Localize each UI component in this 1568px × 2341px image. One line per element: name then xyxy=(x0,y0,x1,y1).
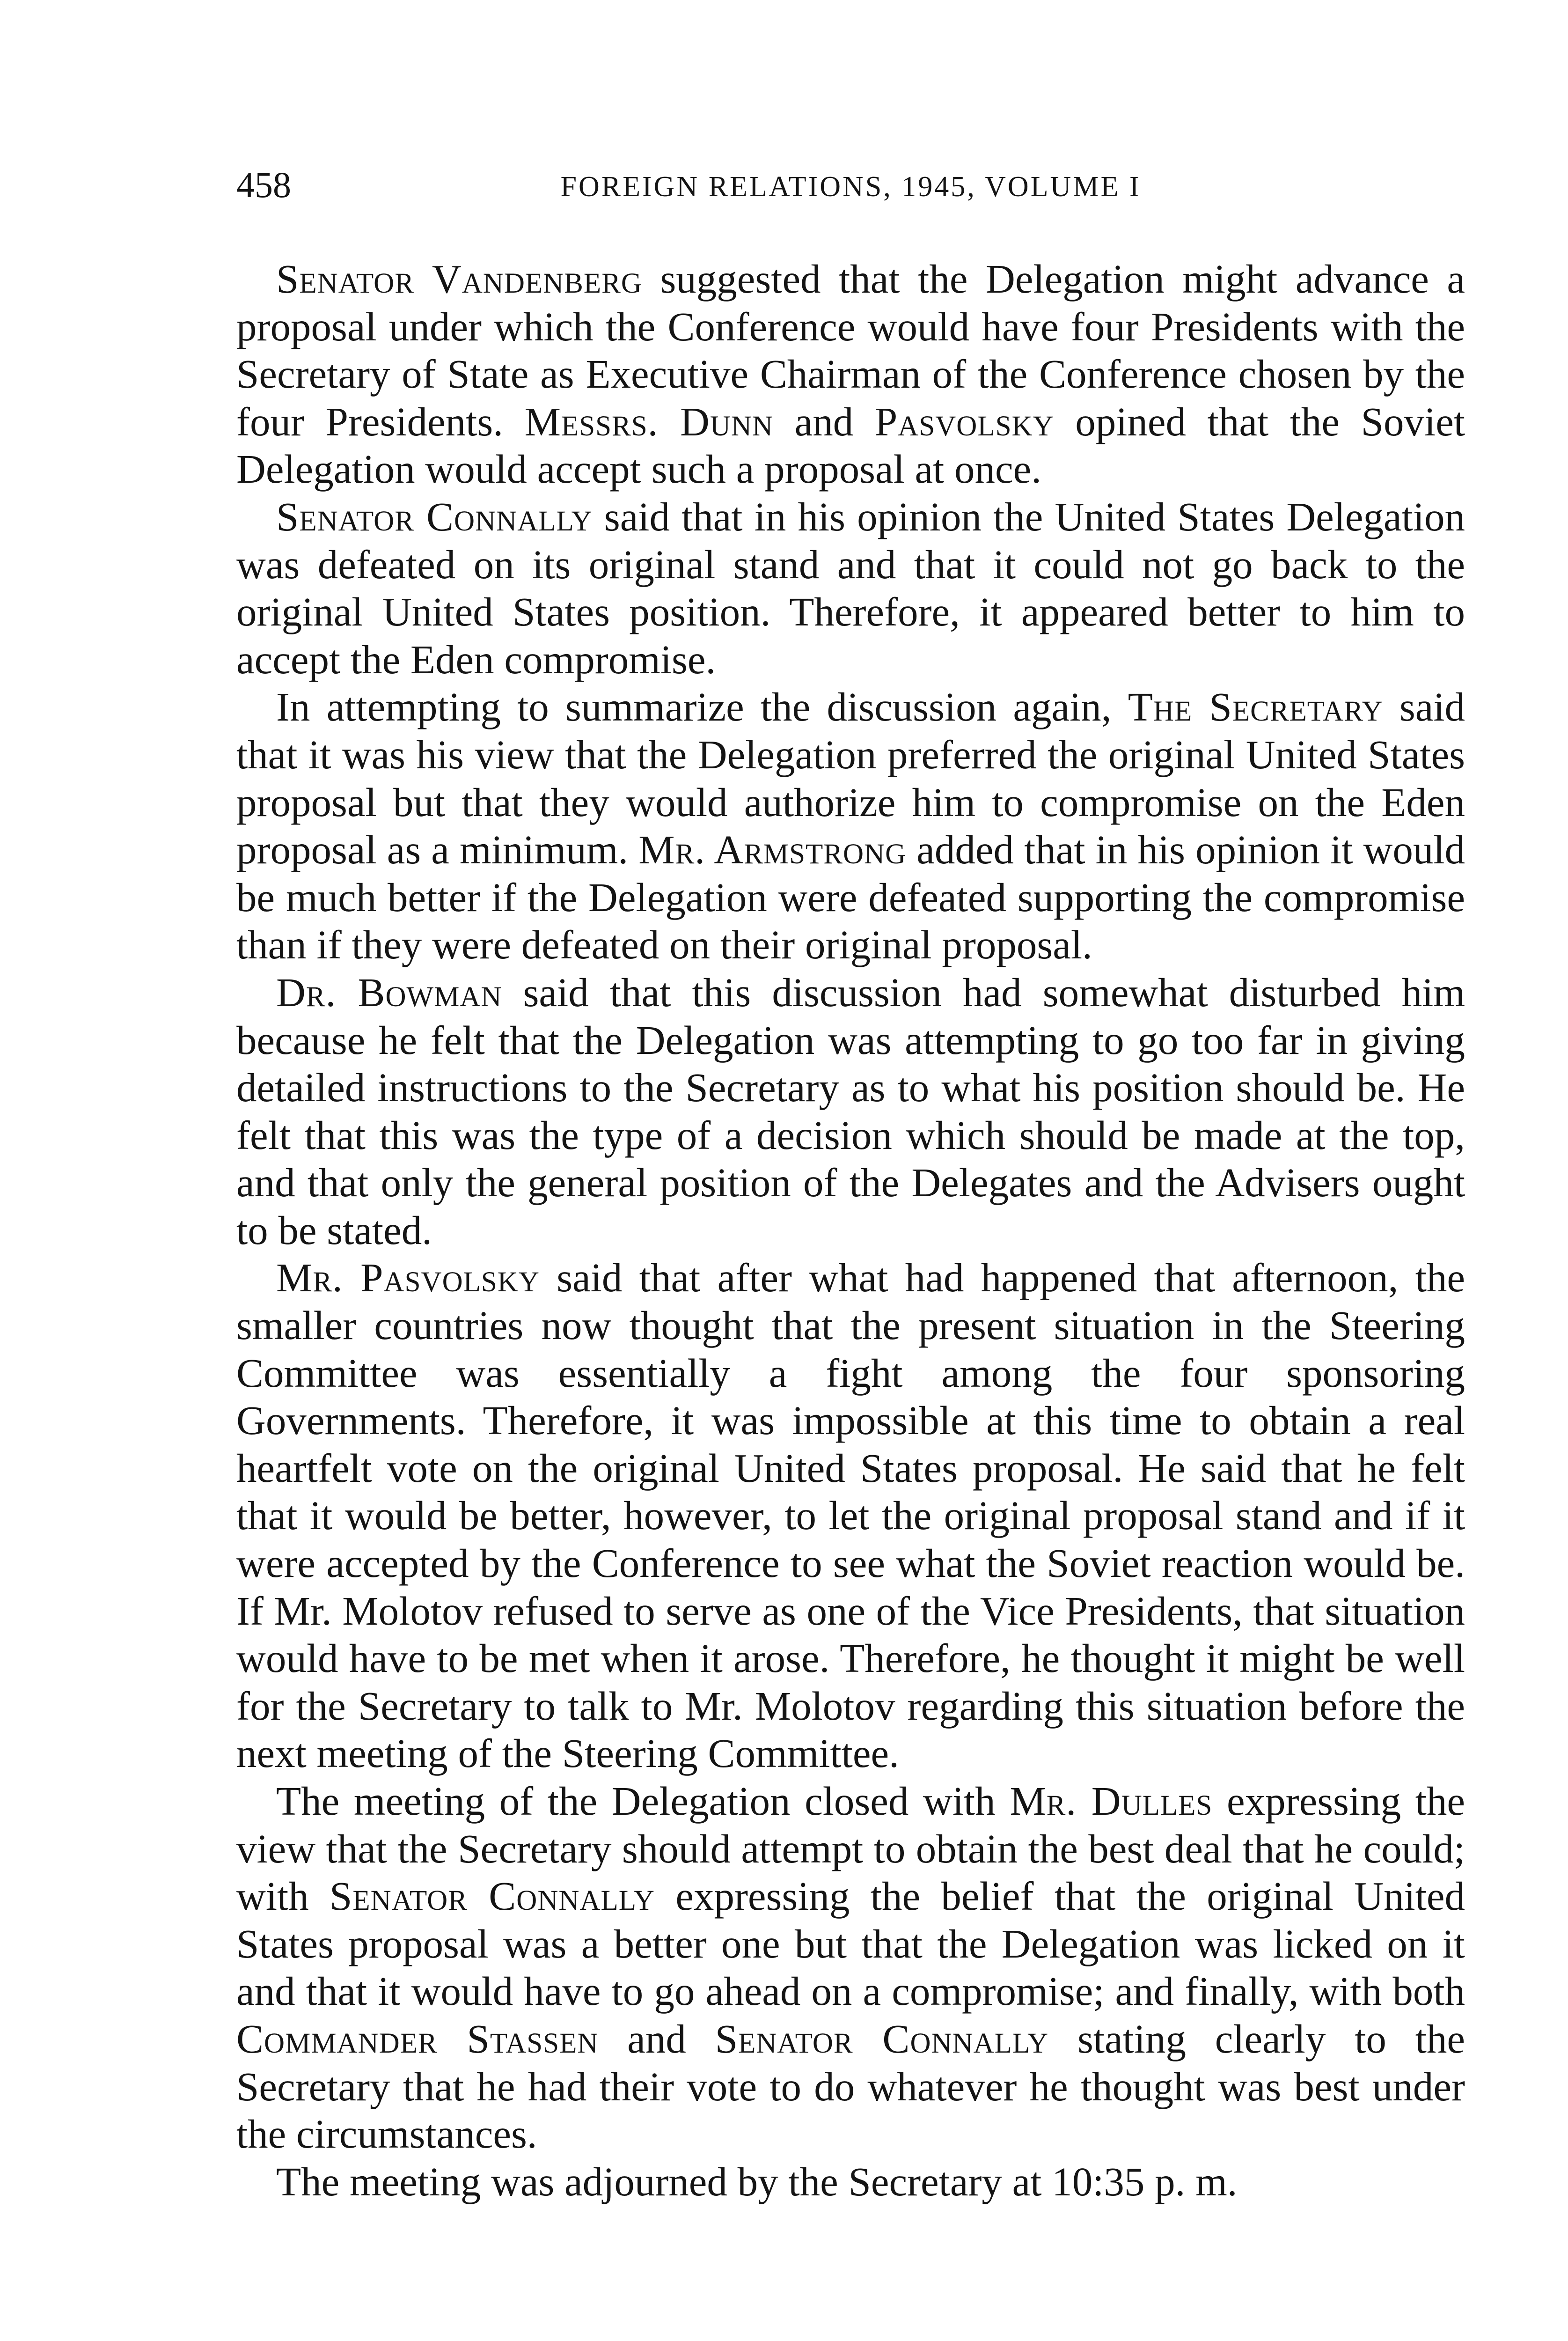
text-run: stating clearly to the Secretary that he had their vote to do whatever he thought was best under the circumstances. xyxy=(236,2016,1465,2157)
paragraph xyxy=(236,683,1465,969)
paragraph xyxy=(236,255,1465,493)
text-run: expressing the view that the Secretary should attempt to obtain the best deal that he could; with xyxy=(236,1778,1465,1919)
text-run: opined that the Soviet Delegation would accept such a proposal at once. xyxy=(236,398,1465,492)
page-number: 458 xyxy=(236,164,291,205)
text-run: and xyxy=(773,398,875,444)
speaker-name: Senator Connally xyxy=(715,2016,1049,2061)
body-text xyxy=(236,255,1465,2205)
text-run: and xyxy=(598,2016,715,2061)
speaker-name: Mr. Armstrong xyxy=(638,827,907,873)
text-run: In attempting to summarize the discussion again, xyxy=(276,684,1128,730)
speaker-name: Messrs. Dunn xyxy=(524,398,774,444)
speaker-name: The Secretary xyxy=(1128,684,1383,730)
paragraph xyxy=(236,1254,1465,1777)
text-run: said that in his opinion the United States Delegation was defeated on its original stand and that it could not go back to the original United States position. Therefore, it appeared better to him to accept the Eden compromise. xyxy=(236,493,1465,682)
text-run: The meeting was adjourned by the Secretary at 10:35 p. m. xyxy=(276,2158,1238,2204)
speaker-name: Senator Connally xyxy=(276,493,593,539)
page-header xyxy=(236,162,1465,208)
speaker-name: Commander Stassen xyxy=(236,2016,599,2061)
text-run: said that after what had happened that afternoon, the smaller countries now thought that the present situation in the Steering Committee was essentially a fight among the four sponsoring Governments. Therefore, it was impossible at this time to obtain a real heartfelt vote on the original United States proposal. He said that he felt that it would be better, however, to let the original proposal stand and if it were accepted by the Conference to see what the Soviet reaction would be. If Mr. Molotov refused to serve as one of the Vice Presidents, that situation would have to be met when it arose. Therefore, he thought it might be well for the Secretary to talk to Mr. Molotov regarding this situation before the next meeting of the Steering Committee. xyxy=(236,1255,1465,1776)
paragraph xyxy=(236,969,1465,1254)
paragraph xyxy=(236,2158,1465,2206)
paragraph xyxy=(236,493,1465,683)
speaker-name: Senator Vandenberg xyxy=(276,256,642,302)
text-run: said that it was his view that the Delegation preferred the original United States proposal but that they would authorize him to compromise on the Eden proposal as a minimum. xyxy=(236,684,1465,873)
text-run: added that in his opinion it would be much better if the Delegation were defeated supporting the compromise than if they were defeated on their original proposal. xyxy=(236,827,1465,968)
text-run: expressing the belief that the original United States proposal was a better one but that the Delegation was licked on it and that it would have to go ahead on a compromise; and finally, with both xyxy=(236,1873,1465,2014)
text-run: The meeting of the Delegation closed with xyxy=(276,1778,1010,1824)
speaker-name: Dr. Bowman xyxy=(276,969,502,1015)
speaker-name: Pasvolsky xyxy=(874,398,1054,444)
text-run: said that this discussion had somewhat disturbed him because he felt that the Delegation was attempting to go too far in giving detailed instructions to the Secretary as to what his position should be. He felt that this was the type of a decision which should be made at the top, and that only the general position of the Delegates and the Advisers ought to be stated. xyxy=(236,969,1465,1253)
paragraph xyxy=(236,1777,1465,2158)
speaker-name: Senator Connally xyxy=(330,1873,655,1919)
running-title: FOREIGN RELATIONS, 1945, VOLUME I xyxy=(560,171,1141,203)
speaker-name: Mr. Pasvolsky xyxy=(276,1255,540,1301)
text-run: suggested that the Delegation might advance a proposal under which the Conference would have four Presidents with the Secretary of State as Executive Chairman of the Conference chosen by the four Presidents. xyxy=(236,256,1465,444)
speaker-name: Mr. Dulles xyxy=(1010,1778,1213,1824)
